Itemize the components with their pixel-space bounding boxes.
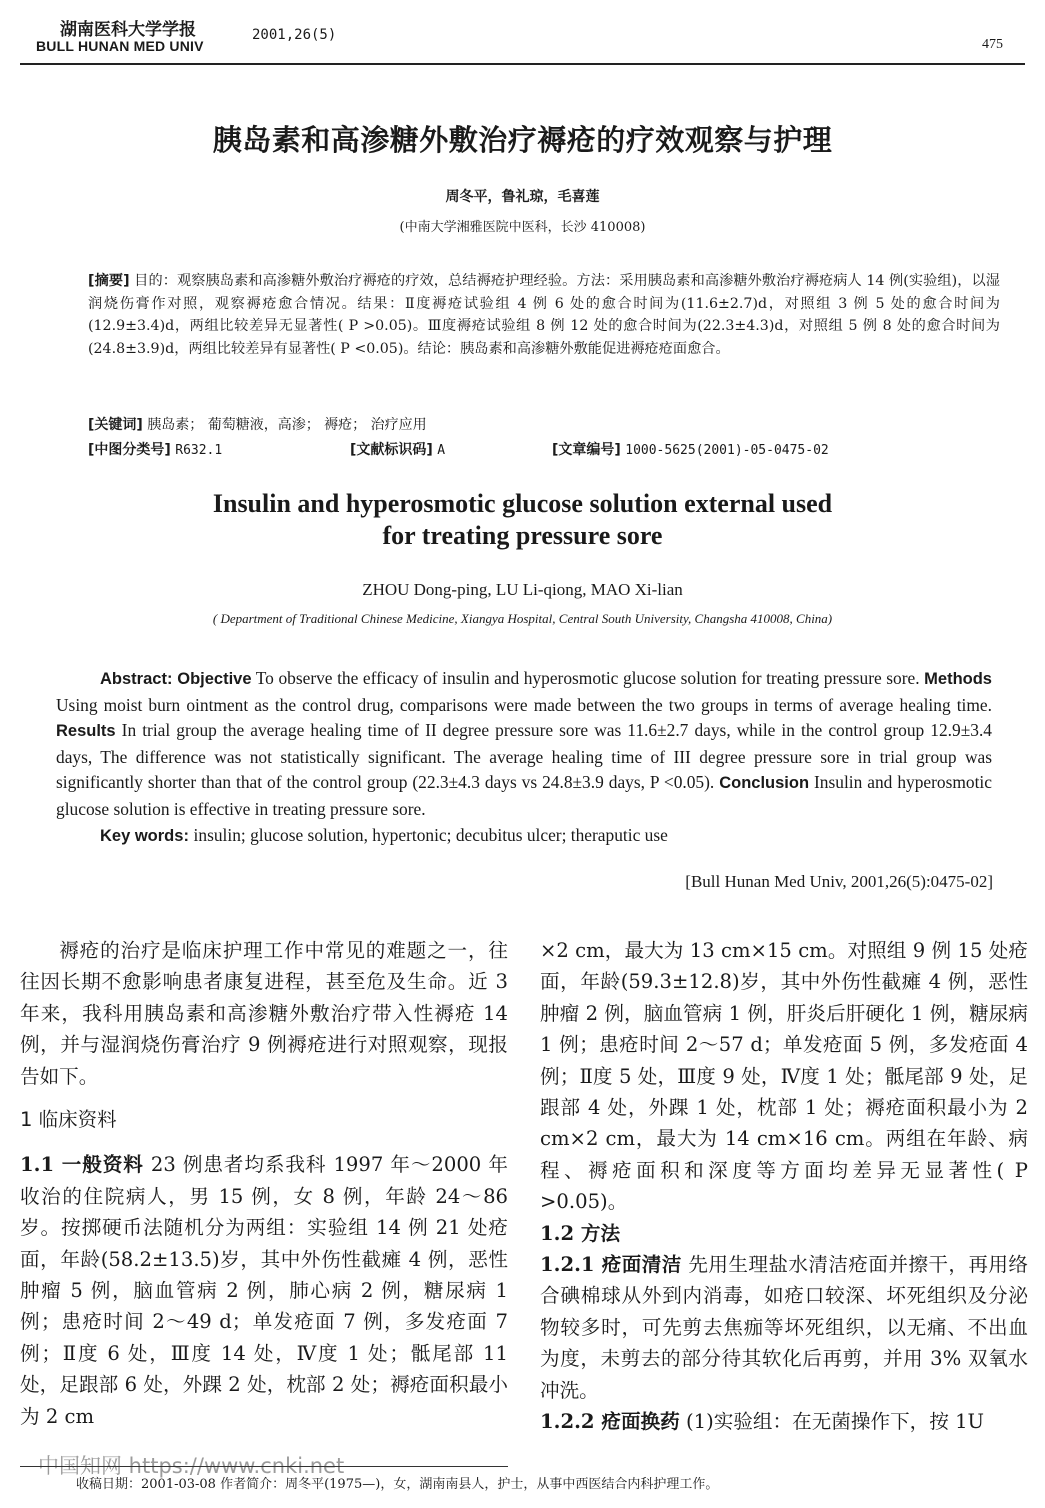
section-1-2-2-label: 1.2.2 疮面换药 xyxy=(540,1410,680,1434)
clc-number xyxy=(88,439,222,459)
body-column-left xyxy=(20,935,508,1432)
footnote: 收稿日期：2001-03-08 作者简介：周冬平(1975—)，女，湖南南县人，护士，从事中西医结合内科护理工作。 xyxy=(76,1477,719,1492)
section-1-2-1-text: 先用生理盐水清洁疮面并擦干，再用络合碘棉球从外到内消毒，如疮口较深、坏死组织及分泌物较多时，可先剪去焦痂等坏死组织，以无痛、不出血为度，未剪去的部分待其软化后再剪，并用 3% 双氧水冲洗。 xyxy=(540,1253,1028,1402)
clc-label: [中图分类号] xyxy=(88,442,171,458)
keywords-cn xyxy=(88,414,427,434)
article-title-en-line1: Insulin and hyperosmotic glucose solution external used xyxy=(212,489,833,518)
section-1-2-heading: 1.2 方法 xyxy=(540,1221,621,1245)
doc-code-label: [文献标识码] xyxy=(350,442,433,458)
body-column-right xyxy=(540,935,1028,1438)
results-label: Results xyxy=(56,722,116,741)
footnote-rule xyxy=(20,1466,508,1467)
clc-value: R632.1 xyxy=(175,443,223,458)
methods-text: Using moist burn ointment as the control drug, comparisons were made between the two groups in terms of average healing time. xyxy=(56,694,992,715)
affiliation-en: ( Department of Traditional Chinese Medicine, Xiangya Hospital, Central South University, Changsha 410008, China) xyxy=(212,611,833,626)
section-1-2-1-label: 1.2.1 疮面清洁 xyxy=(540,1253,682,1277)
page-number: 475 xyxy=(982,37,1003,52)
methods-label: Methods xyxy=(924,670,992,688)
document-code xyxy=(350,439,445,459)
results-text: In trial group the average healing time of II degree pressure sore was 11.6±2.7 days, while in the control group 12.9±3.4 days, The difference was not statistically significant. The average healing time of III degree pressure sore in trial group was significantly shorter than that of the control group (22.3±4.3 days vs 24.8±3.9 days, P <0.05). xyxy=(56,720,992,793)
objective-text: To observe the efficacy of insulin and hyperosmotic glucose solution for treating pressure sore. xyxy=(251,668,925,688)
affiliation-cn: (中南大学湘雅医院中医科，长沙 410008) xyxy=(399,220,646,235)
section-1-1-text: 23 例患者均系我科 1997 年～2000 年收治的住院病人，男 15 例，女 8 例，年龄 24～86 岁。按掷硬币法随机分为两组：实验组 14 例 21 处疮面，年龄(58.2±13.5)岁，其中外伤性截瘫 4 例，恶性肿瘤 5 例，脑血管病 2 例，肺心病 2 例，糖尿病 1 例；患疮时间 2～49 d；单发疮面 7 例，多发疮面 7 例；Ⅱ度 6 处，Ⅲ度 14 处，Ⅳ度 1 处；骶尾部 11 处，足跟部 6 处，外踝 2 处，枕部 2 处；褥疮面积最小为 2 cm xyxy=(20,1153,508,1428)
article-number-value: 1000-5625(2001)-05-0475-02 xyxy=(625,443,829,458)
right-paragraph-1: ×2 cm，最大为 13 cm×15 cm。对照组 9 例 15 处疮面，年龄(59.3±12.8)岁，其中外伤性截瘫 4 例，恶性肿瘤 2 例，脑血管病 1 例，肝炎后肝硬化 1 例，糖尿病 1 例；患疮时间 2～57 d；单发疮面 5 例，多发疮面 4 例；Ⅱ度 5 处，Ⅲ度 9 处，Ⅳ度 1 处；骶尾部 9 处，足跟部 4 处，外踝 1 处，枕部 1 处；褥疮面积最小为 2 cm×2 cm，最大为 14 cm×16 cm。两组在年龄、病程、褥疮面积和深度等方面均差异无显著性( P >0.05)。 xyxy=(540,939,1028,1214)
article-number-label: [文章编号] xyxy=(552,442,621,458)
keywords-en-text: insulin; glucose solution, hypertonic; decubitus ulcer; theraputic use xyxy=(193,824,668,845)
authors-en: ZHOU Dong-ping, LU Li-qiong, MAO Xi-lian xyxy=(362,580,683,599)
abstract-cn-text: 目的：观察胰岛素和高渗糖外敷治疗褥疮的疗效，总结褥疮护理经验。方法：采用胰岛素和高渗糖外敷治疗褥疮病人 14 例(实验组)，以湿润烧伤膏作对照，观察褥疮愈合情况。结果：Ⅱ度褥疮试验组 4 例 6 处的愈合时间为(11.6±2.7)d，对照组 3 例 5 处的愈合时间为(12.9±3.4)d，两组比较差异无显著性( P >0.05)。Ⅲ度褥疮试验组 8 例 12 处的愈合时间为(22.3±4.3)d，对照组 5 例 8 处的愈合时间为(24.8±3.9)d，两组比较差异有显著性( P <0.05)。结论：胰岛素和高渗糖外敷能促进褥疮疮面愈合。 xyxy=(88,273,1000,357)
article-title-en xyxy=(60,488,985,552)
keywords-en-label: Key words xyxy=(100,826,184,845)
abstract-cn xyxy=(88,270,1000,360)
keywords-cn-label: [关键词] xyxy=(88,417,143,433)
doc-code-value: A xyxy=(437,443,446,458)
journal-title-cn: 湖南医科大学学报 xyxy=(60,20,196,40)
citation: [Bull Hunan Med Univ, 2001,26(5):0475-02] xyxy=(685,872,993,891)
article-number xyxy=(552,439,829,459)
authors-cn: 周冬平，鲁礼琼，毛喜莲 xyxy=(445,189,600,205)
cnki-watermark: 中国知网 https://www.cnki.net xyxy=(38,1454,345,1478)
intro-paragraph: 褥疮的治疗是临床护理工作中常见的难题之一，往往因长期不愈影响患者康复进程，甚至危及生命。近 3 年来，我科用胰岛素和高渗糖外敷治疗带入性褥疮 14 例，并与湿润烧伤膏治疗 9 例褥疮进行对照观察，现报告如下。 xyxy=(20,939,508,1088)
article-title-cn: 胰岛素和高渗糖外敷治疗褥疮的疗效观察与护理 xyxy=(212,123,833,157)
abstract-en-label: Abstract xyxy=(100,670,167,688)
section-1-2-2-text: (1)实验组：在无菌操作下，按 1U xyxy=(679,1410,985,1434)
header-rule xyxy=(20,63,1025,65)
keywords-cn-text: 胰岛素； 葡萄糖液，高渗； 褥疮； 治疗应用 xyxy=(142,417,427,433)
conclusion-label: Conclusion xyxy=(719,774,810,793)
section-1-1-label: 1.1 一般资料 xyxy=(20,1153,144,1177)
section-1-heading: 1 临床资料 xyxy=(20,1108,117,1132)
article-title-en-line2: for treating pressure sore xyxy=(382,521,663,550)
journal-title-en: BULL HUNAN MED UNIV xyxy=(36,38,204,54)
abstract-cn-label: [摘要] xyxy=(88,273,130,289)
objective-label: Objective xyxy=(177,670,252,688)
issue-info: 2001,26(5) xyxy=(252,27,337,43)
conclusion-text: Insulin and hyperosmotic glucose solution is effective in treating pressure sore. xyxy=(56,772,992,819)
abstract-en: Abstract: Objective To observe the efficacy of insulin and hyperosmotic glucose solution for treating pressure sore. Methods Using moist burn ointment as the control drug, comparisons were made between the two groups in terms of average healing time. Results In trial group the average healing time of II degree pressure sore was 11.6±2.7 days, while in the control group 12.9±3.4 days, The difference was not statistically significant. The average healing time of III degree pressure sore in trial group was significantly shorter than that of the control group (22.3±4.3 days vs 24.8±3.9 days, P <0.05). Conclusion Insulin and hyperosmotic glucose solution is effective in treating pressure sore. Key words: insulin; glucose solution, hypertonic; decubitus ulcer; theraputic use xyxy=(56,668,992,845)
